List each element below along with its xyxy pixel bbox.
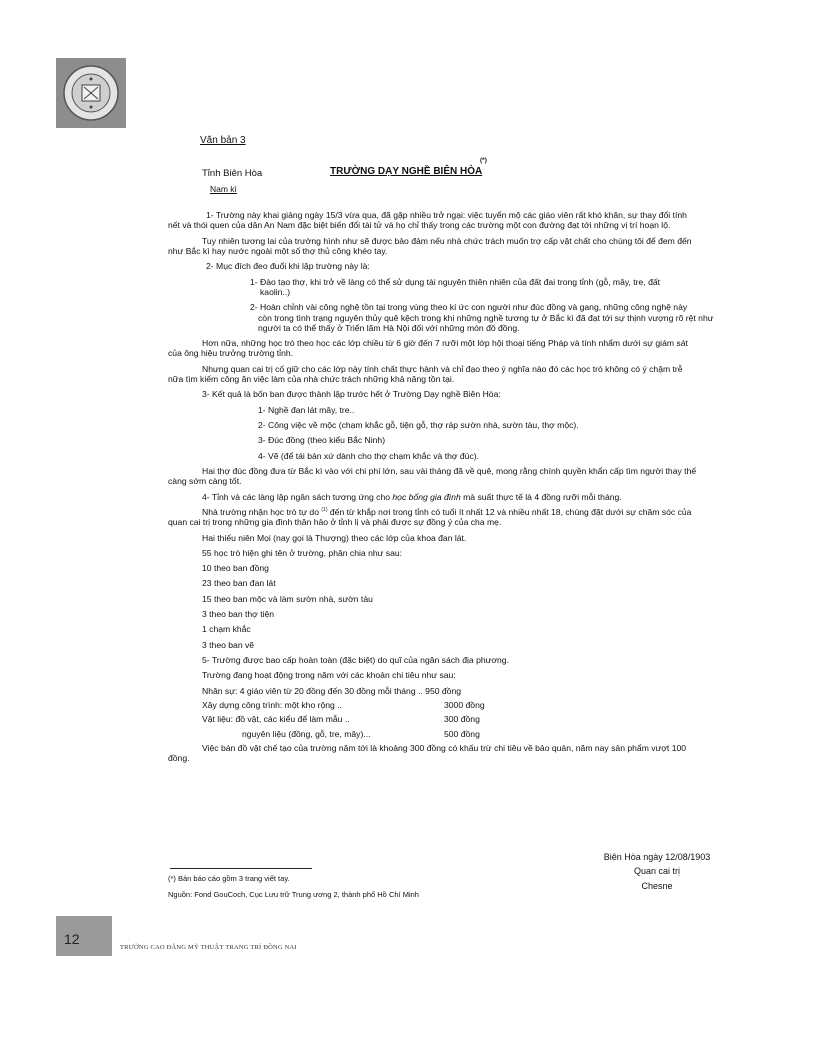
region-name: Nam kì [210, 184, 237, 194]
paragraph-5-line-2: quan cai trị trong những gia đình thân hảo ở tỉnh lị và phải được sự đồng ý của cha mẹ. [168, 517, 502, 528]
expense-row [202, 714, 724, 724]
footer-text: TRƯỜNG CAO ĐẲNG MỸ THUẬT TRANG TRÍ ĐỒNG NAI [120, 944, 297, 951]
list-line: 1 chạm khắc [202, 624, 251, 635]
list-line: 5- Trường được bao cấp hoàn toàn (đặc biệt) do quĩ của ngân sách địa phương. [202, 655, 509, 665]
expense-amount: 500 đồng [444, 728, 480, 739]
body-line: nết và thói quen của dân An Nam đặc biệt biến đổi tài tử và họ chỉ thấy trong các trường một con đường đạt tới những vị trí hoạn lộ. [168, 220, 671, 231]
body-line: 2- Công việc về mộc (chạm khắc gỗ, tiện gỗ, thợ ráp sườn nhà, sườn tàu, thợ mộc). [258, 420, 579, 430]
body-line: nữa tìm kiếm công ăn việc làm của nhà chức trách những khả năng tồn tại. [168, 374, 455, 385]
page-number: 12 [64, 931, 80, 947]
body-line: như Bắc kì hay nước ngoài một số thợ thủ công khéo tay. [168, 245, 388, 256]
list-line: 3 theo ban thợ tiện [202, 609, 275, 620]
seal-box [56, 58, 126, 128]
signature-name: Chesne [641, 880, 673, 891]
document-heading: TRƯỜNG DẠY NGHỀ BIÊN HÒA [330, 166, 483, 177]
list-line: 55 học trò hiện ghi tên ở trường, phân chia như sau: [202, 547, 403, 558]
paragraph-5-suffix: đến từ khắp nơi trong tỉnh có tuổi ít nhất 12 và nhiều nhất 18, chúng đặt dưới sự chăm sóc của [327, 506, 692, 517]
body-line: Tuy nhiên tương lai của trường hình như sẽ được bảo đảm nếu nhà chức trách muốn trợ cấp vật chất cho chúng tôi để đem đến [202, 235, 692, 246]
province-name: Tỉnh Biên Hòa [202, 168, 263, 179]
footnote-source: Nguồn: Fond GouCoch, Cục Lưu trữ Trung ương 2, thành phố Hồ Chí Minh [168, 890, 419, 899]
expense-label: Vật liệu: đồ vật, các kiểu để làm mẫu .. [202, 714, 350, 725]
list-line: 15 theo ban mộc và làm sườn nhà, sườn tàu [202, 593, 373, 604]
list-line: Trường đang hoạt động trong năm với các khoản chi tiêu như sau: [202, 670, 456, 681]
page-number-box [56, 916, 112, 956]
signature-title: Quan cai trị [633, 866, 681, 877]
list-line: 23 theo ban đan lát [202, 578, 276, 589]
list-line: 3 theo ban vẽ [202, 639, 255, 650]
body-line: kaolin..) [260, 286, 291, 297]
body-line: 2- Hoàn chỉnh vài công nghệ tồn tại trong vùng theo kí ức con người như đúc đồng và gang, những công nghệ này [250, 302, 688, 313]
body-line: 1- Trường này khai giảng ngày 15/3 vừa qua, đã gặp nhiều trở ngại: việc tuyển mộ các giáo viên rất khó khăn, sự thay đổi tính [206, 210, 687, 220]
list-line: Hai thiếu niên Mọi (nay gọi là Thượng) theo các lớp của khoa đan lát. [202, 532, 467, 543]
paragraph-5 [168, 507, 724, 517]
body-line: càng sớm càng tốt. [168, 476, 242, 487]
document-body [168, 210, 724, 764]
list-lines [168, 533, 724, 681]
paragraph-4-suffix: mà suất thực tế là 4 đồng rưỡi mỗi tháng. [460, 491, 622, 502]
expense-amount: 3000 đồng [444, 699, 485, 710]
expense-row [202, 700, 724, 710]
body-line: của ông hiệu trưởng trường tỉnh. [168, 348, 294, 359]
body-line: Hơn nữa, những học trò theo học các lớp chiều từ 6 giờ đến 7 rưỡi một lớp hội thoại tiếng Pháp và tính nhẩm dưới sự giám sát [202, 338, 688, 349]
body-line: 1- Đào tạo thợ, khi trở về làng có thể sử dụng tài nguyên thiên nhiên của đất đai trong tỉnh (gỗ, mây, tre, đất [250, 276, 661, 287]
closing-paragraph: Việc bán đồ vật chế tạo của trường năm tới là khoảng 300 đồng có khấu trừ chi tiêu về bảo quản, năm nay sản phẩm vượt 100 [202, 742, 687, 753]
paragraph-5-prefix: Nhà trường nhận học trò tự do [202, 506, 322, 517]
signature-place-date: Biên Hòa ngày 12/08/1903 [603, 852, 711, 862]
body-line: 3- Đúc đồng (theo kiểu Bắc Ninh) [258, 435, 386, 446]
paragraph-4-italic: học bổng gia đình [392, 491, 461, 502]
footnote-1: (*) Bản báo cáo gồm 3 trang viết tay. [168, 874, 290, 883]
institution-seal-icon [62, 64, 120, 122]
body-line: Hai thợ đúc đồng đưa từ Bắc kì vào với chi phí lớn, sau vài tháng đã về quê, mong rằng chính quyền khẩn cấp tìm người thay thế [202, 465, 697, 476]
expense-row [202, 729, 724, 739]
expense-label: Xây dựng công trình: một kho rộng .. [202, 699, 342, 710]
list-line: 10 theo ban đồng [202, 563, 269, 574]
paragraph-4 [168, 492, 724, 502]
body-line: còn trong tình trạng nguyên thủy quê kệch trong khi những nghề tương tự ở Bắc kì đã đạt tới sự thịnh vượng rõ rệt như [258, 312, 714, 323]
heading-footnote-mark: (*) [480, 157, 487, 164]
expense-list [168, 686, 724, 739]
expense-label: Nhân sự: 4 giáo viên từ 20 đồng đến 30 đồng mỗi tháng .. 950 đồng [202, 685, 462, 696]
body-lines [168, 210, 724, 487]
expense-label: nguyên liệu (đồng, gỗ, tre, mây)... [242, 728, 371, 739]
document-label: Văn bản 3 [200, 135, 246, 146]
body-line: người ta có thể thấy ở Triển lãm Hà Nội đối với những món đồ đồng. [258, 322, 520, 333]
body-line: 1- Nghề đan lát mây, tre.. [258, 404, 355, 415]
body-line: 4- Vẽ (để tái bản xứ dành cho thợ chạm khắc và thợ đúc). [258, 450, 480, 461]
body-line: 3- Kết quả là bốn ban được thành lập trước hết ở Trường Dạy nghề Biên Hòa: [202, 389, 501, 400]
closing-paragraph-end: đồng. [168, 753, 190, 764]
expense-row [202, 686, 724, 696]
body-line: Nhưng quan cai trị cố giữ cho các lớp này tính chất thực hành và chỉ đạo theo ý nghĩa nào đó các học trò không có ý chậm trễ [202, 363, 683, 374]
footnote-divider [170, 868, 312, 869]
expense-amount: 300 đồng [444, 714, 480, 725]
signature-block [582, 850, 732, 893]
paragraph-4-prefix: 4- Tỉnh và các làng lập ngân sách tương ứng cho [202, 491, 393, 502]
footnote-ref-1: (1) [321, 507, 328, 514]
body-line: 2- Mục đích đeo đuổi khi lập trường này là: [206, 261, 370, 272]
